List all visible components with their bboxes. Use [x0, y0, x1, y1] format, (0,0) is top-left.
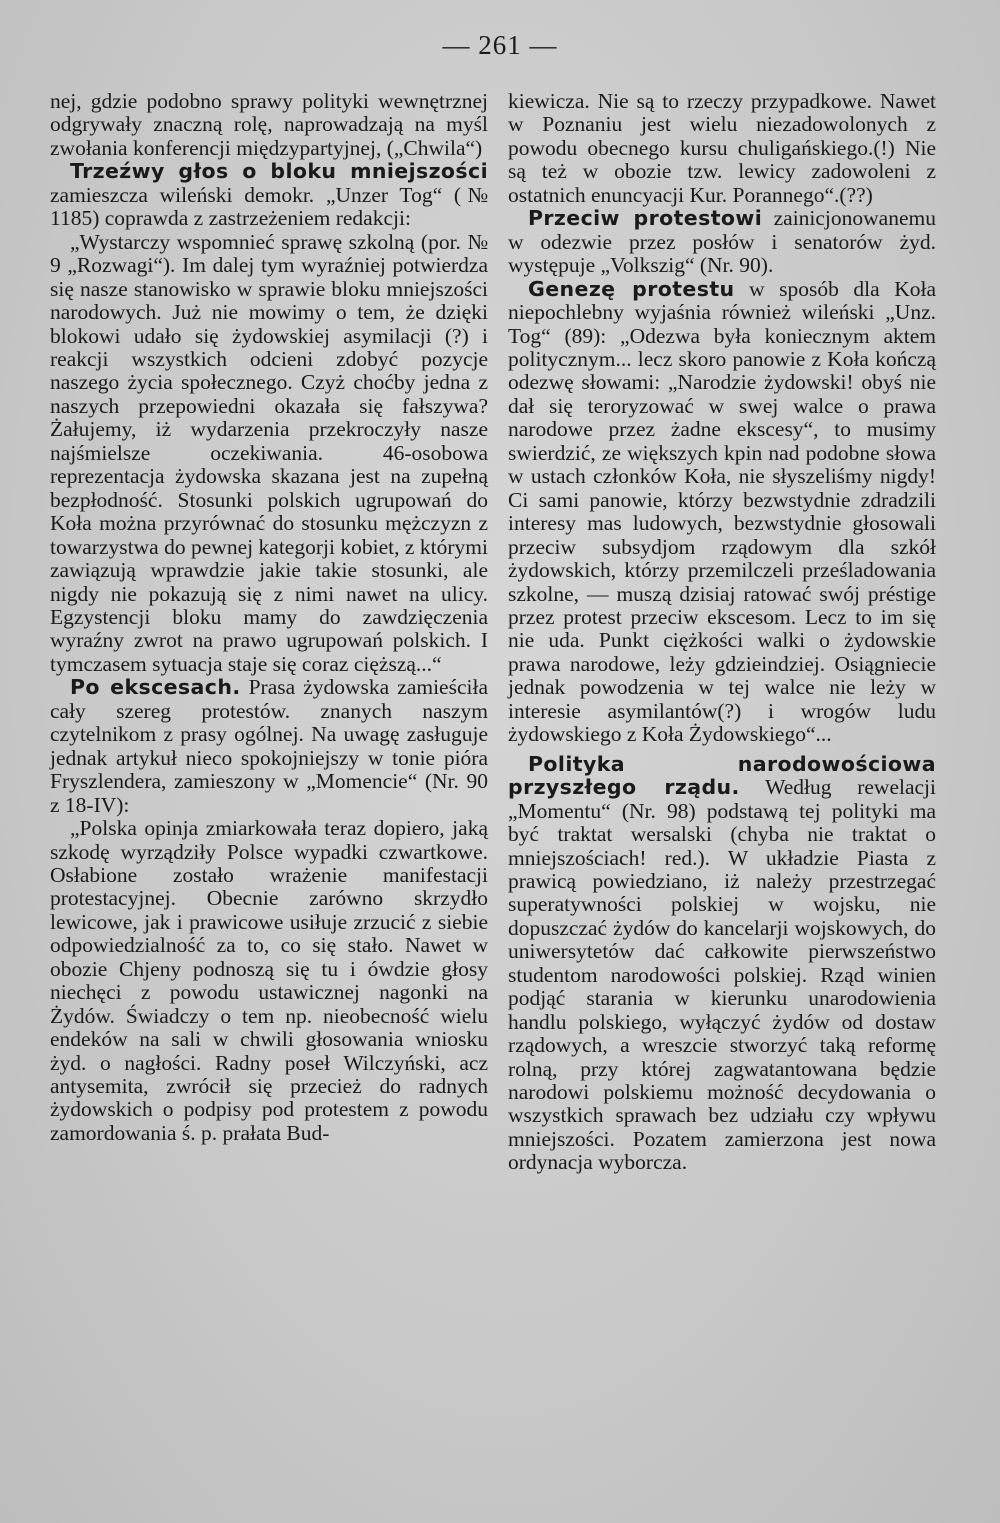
page-number: — 261 — [442, 30, 558, 60]
right-paragraph-4 [508, 753, 936, 1175]
right-column [508, 90, 936, 1175]
heading-po-ekscesach: Po ekscesach. [70, 675, 241, 700]
left-paragraph-4-text: Prasa żydowska zamieściła cały szereg protestów. znanych naszym czytelnikom z prasy ogólnej. Na uwagę zasługuje jednak artykuł nieco spokojniejszy w tonie pióra Fryszlendera, zamieszony w „Momencie“ (Nr. 90 z 18-IV): [50, 675, 488, 817]
left-paragraph-4 [50, 676, 488, 817]
right-paragraph-1: kiewicza. Nie są to rzeczy przypadkowe. Nawet w Poznaniu jest wielu niezadowolonych z powodu obecnego kursu chuligańskiego.(!) Nie są też w obozie tzw. lewicy zadowoleni z ostatnich enuncyacji Kur. Porannego“.(??) [508, 89, 936, 207]
heading-geneze-protestu: Genezę protestu [528, 276, 735, 301]
left-paragraph-2 [50, 160, 488, 230]
heading-przeciw-protestowi: Przeciw protestowi [528, 206, 763, 231]
right-paragraph-2 [508, 207, 936, 277]
left-paragraph-3-quote: „Wystarczy wspomnieć sprawę szkolną (por. № 9 „Rozwagi“). Im dalej tym wyraźniej potwierdza się nasze stanowisko w sprawie bloku mniejszości narodowych. Już nie mowimy o tem, że dzięki blokowi udało się żydowskiej asymilacji (?) i reakcji wszystkich odcieni zdobyć pozycje naszego życia społecznego. Czyż choćby jedna z naszych przepowiedni okazała się fałszywa? Żałujemy, iż wydarzenia przekroczyły nasze najśmielsze oczekiwania. 46-osobowa reprezentacja żydowska skazana jest na zupełną bezpłodność. Stosunki polskich ugrupowań do Koła można przyrównać do stosunku mężczyzn z towarzystwa do pewnej kategorji kobiet, z którymi zawiązują wprawdzie jakie takie stosunki, ale nigdy nie pokazują się z nimi nawet na ulicy. Egzystencji bloku mamy do zawdzięczenia wyraźny zwrot na prawo ugrupowań polskich. I tymczasem sytuacja staje się coraz cięższą...“ [50, 229, 488, 676]
left-paragraph-2-text: zamieszcza wileński demokr. „Unzer Tog“ (№ 1185) coprawda z zastrzeżeniem redakcji: [50, 182, 488, 231]
left-column [50, 90, 488, 1145]
left-paragraph-1: nej, gdzie podobno sprawy polityki wewnętrznej odgrywały znaczną rolę, naprowadzają na myśl zwołania konferencji międzypartyjnej, („Chwila“) [50, 89, 488, 160]
right-paragraph-4-text: Według rewelacji „Momentu“ (Nr. 98) podstawą tej polityki ma być traktat wersalski (chyba nie traktat o mniejszościach! red.). W układzie Piasta z prawicą powiedziano, iż należy przestrzegać superatywności polskiej w wojsku, nie dopuszczać żydów do kancelarji wojskowych, do uniwersytetów dać całkowite pierwszeństwo studentom narodowości polskiej. Rząd winien podjąć starania w kierunku unarodowienia handlu polskiego, wyłączyć żydów od dostaw rządowych, a wreszcie stworzyć taką reformę rolną, przy której zagwatantowana będzie narodowi polskiemu możność decydowania o wszystkich sprawach bez udziału czy wpływu mniejszości. Pozatem zamierzona jest nowa ordynacja wyborcza. [508, 775, 936, 1175]
heading-polityka-narodowosciowa: Polityka narodowościowa przyszłego rządu. [508, 751, 936, 800]
right-paragraph-3-text: w sposób dla Koła niepochlebny wyjaśnia również wileński „Unz. Tog“ (89): „Odezwa była koniecznym aktem politycznym... lecz skoro panowie z Koła kończą odezwę słowami: „Narodzie żydowski! obyś nie dał się teroryzować w swej walce o prawa narodowe przez żadne ekscesy“, to musimy swierdzić, ze większych kpin nad podobne słowa w ustach członków Koła, nie słyszeliśmy nigdy! Ci sami panowie, którzy bezwstydnie zdradzili interesy mas ludowych, bezwstydnie głosowali przeciw subsydjom rządowym dla szkół żydowskich, którzy przemilczeli prześladowania szkolne, — muszą dzisiaj ratować swój préstige przez protest przeciw ekscesom. Lecz to im się nie uda. Punkt ciężkości walki o żydowskie prawa narodowe, leży gdzieindziej. Osiągniecie jednak powodzenia w tej walce nie leży w interesie asymilantów(?) i wrogów ludu żydowskiego z Koła Żydowskiego“... [508, 276, 936, 747]
right-paragraph-3 [508, 278, 936, 747]
heading-trzezwy-glos: Trzeźwy głos o bloku mniejszości [70, 159, 488, 184]
left-paragraph-5-quote: „Polska opinja zmiarkowała teraz dopiero, jaką szkodę wyrządziły Polsce wypadki czwartkowe. Osłabione zostało wrażenie manifestacji protestacyjnej. Obecnie zarówno skrzydło lewicowe, jak i prawicowe usiłuje zrzucić z siebie odpowiedzialność za to, co się stało. Nawet w obozie Chjeny podnoszą się tu i ówdzie głosy niechęci z powodu ustawicznej nagonki na Żydów. Świadczy o tem np. nieobecność wielu endeków na sali w chwili głosowania wniosku żyd. o nagłości. Radny poseł Wilczyński, acz antysemita, zwrócił się przecież do radnych żydowskich o podpisy pod protestem z powodu zamordowania ś. p. prałata Bud- [50, 816, 488, 1145]
right-paragraph-2-text: zainicjonowanemu w odezwie przez posłów i senatorów żyd. występuje „Volkszig“ (Nr. 90). [508, 206, 936, 278]
